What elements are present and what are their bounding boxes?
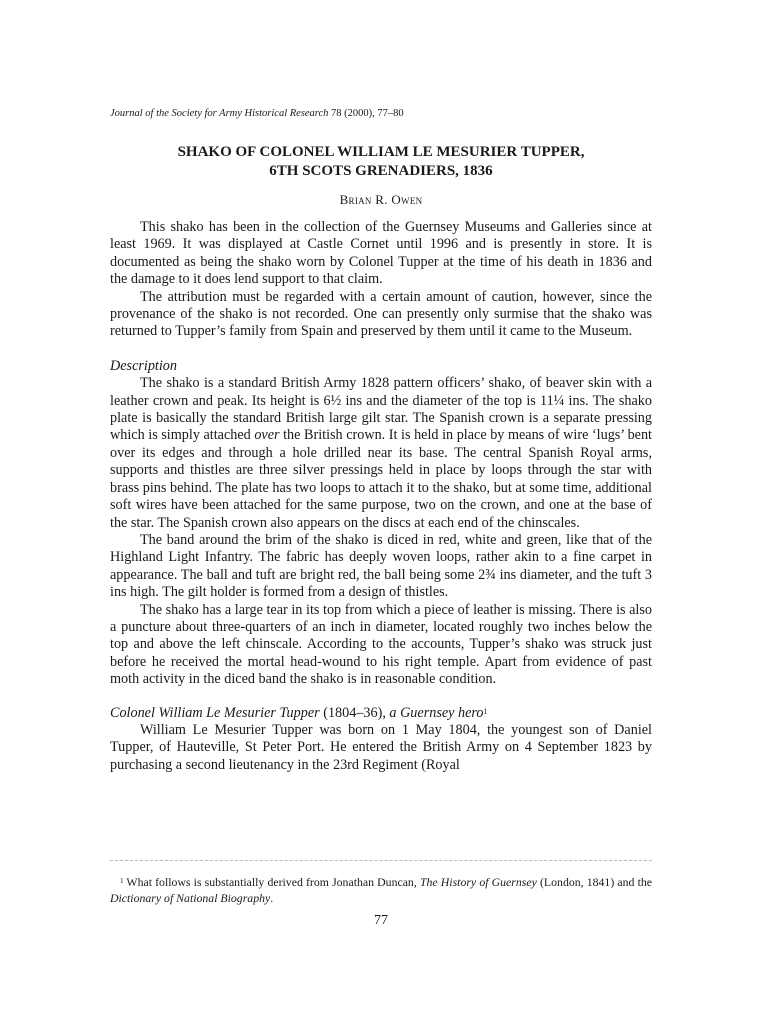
article-title	[110, 143, 652, 181]
description-text-start: The shako is a standard British Army 1828 pattern officers’ shako, of beaver skin with a leather crown and peak. Its height is 6½ ins and the diameter of the top is 11¼ ins. The shako plate is basically the standard British large gilt star. The Spanish crown is a separate pressing which is simply attached	[110, 375, 652, 444]
heading-colonel-name: Colonel William Le Mesurier Tupper	[110, 704, 320, 721]
paragraph-intro: This shako has been in the collection of the Guernsey Museums and Galleries since at least 1969. It was displayed at Castle Cornet until 1996 and is presently in store. It is documented as being the shako worn by Colonel Tupper at the time of his death in 1836 and the damage to it does lend support to that claim.	[110, 219, 652, 288]
section-heading-description: Description	[110, 357, 177, 374]
heading-colonel-hero: a Guernsey hero	[389, 704, 484, 721]
author-name: Brian R. Owen	[339, 192, 423, 207]
description-text-end: the British crown. It is held in place by means of wire ‘lugs’ bent over its edges and through a hole drilled near its base. The central Spanish Royal arms, supports and thistles are three silver pressings held in place by loops through the star with brass pins behind. The plate has two loops to attach it to the shako, but at some time, additional soft wires have been attached for the same purpose, two on the crown, and one at the base of the star. The Spanish crown also appears on the discs at each end of the chinscales.	[110, 427, 652, 531]
footnote-dictionary-title: Dictionary of National Biography	[110, 891, 271, 905]
paragraph-biography: William Le Mesurier Tupper was born on 1 May 1804, the youngest son of Daniel Tupper, of Hauteville, St Peter Port. He entered the British Army on 4 September 1823 by purchasing a second lieutenancy in the 23rd Regiment (Royal	[110, 721, 652, 773]
article-body	[110, 219, 652, 774]
footnote-separator	[110, 860, 652, 861]
heading-colonel-dates: (1804–36),	[319, 704, 390, 721]
title-line-1: SHAKO OF COLONEL WILLIAM LE MESURIER TUPPER,	[177, 144, 585, 160]
footnote-book-title: The History of Guernsey	[419, 875, 537, 889]
footnote-text-start: What follows is substantially derived from Jonathan Duncan,	[123, 875, 420, 889]
footnote-text-end: .	[270, 891, 274, 905]
journal-citation	[110, 108, 404, 119]
footnote-reference: 1	[483, 706, 488, 716]
journal-volume: 78 (2000), 77–80	[331, 108, 404, 119]
emphasis-over: over	[254, 427, 280, 444]
footnote-text-middle: (London, 1841) and the	[536, 875, 652, 889]
footnote	[110, 874, 652, 906]
footnote-mark: 1	[120, 877, 124, 885]
paragraph-damage: The shako has a large tear in its top from which a piece of leather is missing. There is also a puncture about three-quarters of an inch in diameter, located roughly two inches below the top and above the left chinscale. According to the accounts, Tupper’s shako was struck just before he received the mortal head-wound to his right temple. Apart from evidence of past moth activity in the diced band the shako is in reasonable condition.	[110, 601, 652, 688]
paragraph-attribution: The attribution must be regarded with a certain amount of caution, however, since the provenance of the shako is not recorded. One can presently only surmise that the shako was returned to Tupper’s family from Spain and preserved by them until it came to the Museum.	[110, 288, 652, 340]
paragraph-description	[110, 375, 652, 532]
journal-name: Journal of the Society for Army Historical Research	[110, 108, 329, 119]
title-line-2: 6TH SCOTS GRENADIERS, 1836	[269, 163, 493, 179]
section-heading-colonel	[110, 705, 652, 722]
page-number: 77	[374, 913, 388, 928]
paragraph-band: The band around the brim of the shako is diced in red, white and green, like that of the Highland Light Infantry. The fabric has deeply woven loops, rather akin to a fine carpet in appearance. The ball and tuft are bright red, the ball being some 2¾ ins diameter, and the tuft 3 ins high. The gilt holder is formed from a design of thistles.	[110, 531, 652, 601]
